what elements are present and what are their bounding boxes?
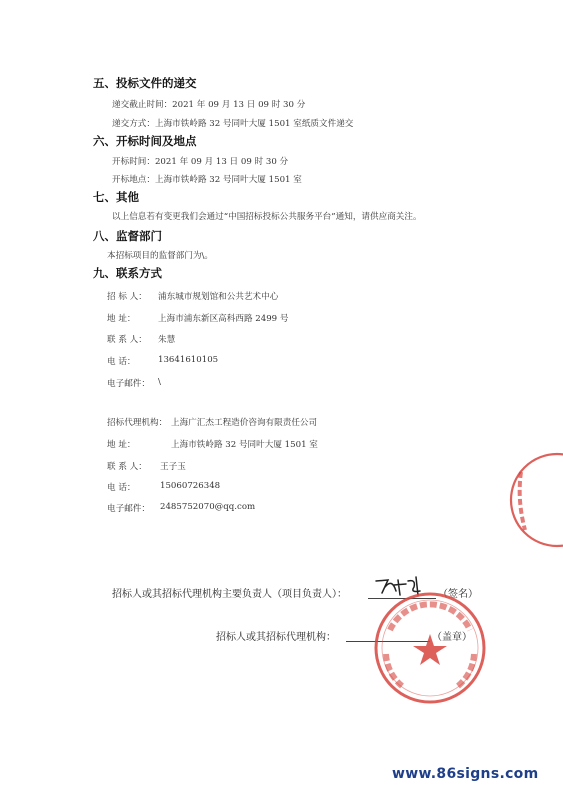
section-8-heading: 八、监督部门 (93, 229, 162, 243)
agency-contact-label: 联 系 人： (107, 462, 147, 472)
opening-place: 开标地点：上海市铁岭路 32 号同叶大厦 1501 室 (112, 175, 302, 185)
tenderer-phone-label: 电 话： (107, 357, 136, 367)
agency-email-label: 电子邮件： (107, 504, 150, 514)
other-info: 以上信息若有变更我们会通过“中国招标投标公共服务平台”通知，请供应商关注。 (112, 212, 422, 222)
signature-line-label: 招标人或其招标代理机构主要负责人（项目负责人）： (112, 589, 347, 600)
tenderer-contact: 朱慧 (158, 335, 176, 345)
tenderer-phone: 13641610105 (158, 355, 219, 365)
seal-suffix: （盖章） (432, 632, 472, 643)
company-seal-stamp (372, 590, 488, 706)
submission-method: 递交方式：上海市铁岭路 32 号同叶大厦 1501 室纸质文件递交 (112, 119, 354, 129)
seal-line-label: 招标人或其招标代理机构： (216, 632, 336, 643)
site-watermark: www.86signs.com (392, 766, 539, 782)
tenderer-address-label: 地 址： (107, 314, 136, 324)
agency-contact: 王子玉 (160, 462, 186, 472)
section-6-heading: 六、开标时间及地点 (93, 134, 197, 148)
supervision-text: 本招标项目的监督部门为\。 (107, 251, 214, 261)
agency-name: 上海广汇杰工程造价咨询有限责任公司 (171, 418, 318, 428)
agency-email: 2485752070@qq.com (160, 502, 256, 512)
signature-suffix: （签名） (438, 589, 478, 600)
opening-time: 开标时间：2021 年 09 月 13 日 09 时 30 分 (112, 157, 289, 167)
agency-phone: 15060726348 (160, 481, 221, 491)
tenderer-contact-label: 联 系 人： (107, 335, 147, 345)
section-9-heading: 九、联系方式 (93, 266, 162, 280)
partial-seal-stamp (495, 452, 563, 552)
agency-phone-label: 电 话： (107, 483, 136, 493)
tenderer-address: 上海市浦东新区高科西路 2499 号 (158, 314, 289, 324)
section-7-heading: 七、其他 (93, 190, 139, 204)
agency-name-label: 招标代理机构： (107, 418, 168, 428)
tenderer-name: 浦东城市规划馆和公共艺术中心 (158, 292, 279, 302)
tenderer-name-label: 招 标 人： (107, 292, 147, 302)
agency-address: 上海市铁岭路 32 号同叶大厦 1501 室 (171, 440, 318, 450)
tenderer-email: \ (158, 377, 161, 387)
section-5-heading: 五、投标文件的递交 (93, 76, 197, 90)
agency-address-label: 地 址： (107, 440, 136, 450)
submission-deadline: 递交截止时间：2021 年 09 月 13 日 09 时 30 分 (112, 100, 306, 110)
tenderer-email-label: 电子邮件： (107, 379, 150, 389)
